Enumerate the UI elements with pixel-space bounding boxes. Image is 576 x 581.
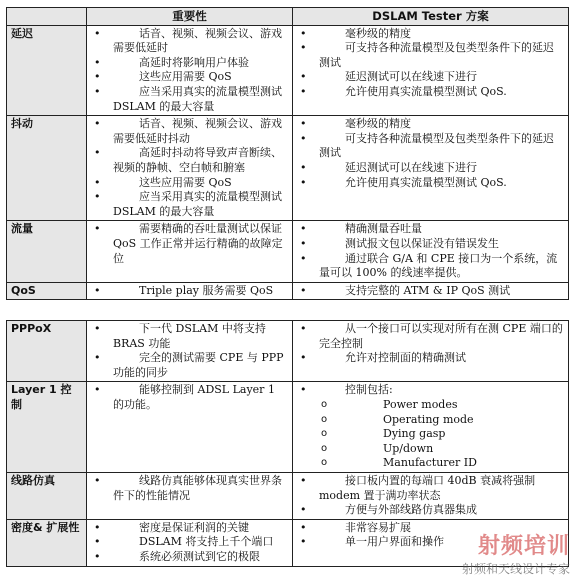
solution-cell [293, 116, 569, 221]
header-solution: DSLAM Tester 方案 [293, 8, 569, 26]
watermark-main: 射频培训 [477, 534, 570, 559]
watermark [462, 529, 570, 577]
row-label-latency: 延迟 [7, 25, 87, 116]
list-item: • 高延时将影响用户体验 [91, 56, 288, 71]
list-item: • 这些应用需要 QoS [91, 176, 288, 191]
solution-cell [293, 282, 569, 300]
requirements-table-1 [6, 7, 569, 300]
list-item: • 毫秒级的精度 [297, 117, 564, 132]
header-importance: 重要性 [87, 8, 293, 26]
list-item: • 延迟测试可以在线速下进行 [297, 161, 564, 176]
table-row [7, 321, 569, 382]
row-label-pppox: PPPoX [7, 321, 87, 382]
importance-cell [87, 25, 293, 116]
list-item: • 单一用户界面和操作 [297, 535, 564, 550]
table-row [7, 382, 569, 473]
list-item: • 毫秒级的精度 [297, 27, 564, 42]
table-header-row [7, 8, 569, 26]
table-row [7, 221, 569, 282]
row-label-traffic: 流量 [7, 221, 87, 282]
sub-list-item: o Up/down [297, 442, 564, 457]
solution-cell [293, 382, 569, 473]
list-item: • 应当采用真实的流量模型测试 DSLAM 的最大容量 [91, 190, 288, 219]
list-item: • 精确测量吞吐量 [297, 222, 564, 237]
importance-cell [87, 116, 293, 221]
solution-cell [293, 221, 569, 282]
row-label-jitter: 抖动 [7, 116, 87, 221]
solution-cell [293, 472, 569, 519]
list-item: • 支持完整的 ATM & IP QoS 测试 [297, 284, 564, 299]
sub-list-item: o Dying gasp [297, 427, 564, 442]
list-item: • 这些应用需要 QoS [91, 70, 288, 85]
list-item: • 非常容易扩展 [297, 521, 564, 536]
importance-cell [87, 282, 293, 300]
list-item: • 通过联合 G/A 和 CPE 接口为一个系统，流量可以 100% 的线速率提供。 [297, 252, 564, 281]
list-item: • 需要精确的吞吐量测试以保证 QoS 工作正常并运行精确的故障定位 [91, 222, 288, 266]
list-item: • 允许使用真实流量模型测试 QoS. [297, 85, 564, 100]
sub-list-item: o Manufacturer ID [297, 456, 564, 471]
row-label-density: 密度& 扩展性 [7, 519, 87, 566]
list-item: • 能够控制到 ADSL Layer 1 的功能。 [91, 383, 288, 412]
list-item: • 可支持各种流量模型及包类型条件下的延迟测试 [297, 132, 564, 161]
sub-list-item: o Operating mode [297, 413, 564, 428]
importance-cell [87, 519, 293, 566]
table-row [7, 116, 569, 221]
watermark-sub: 射频和天线设计专家 [461, 562, 570, 576]
sub-list-item: o Power modes [297, 398, 564, 413]
importance-cell [87, 221, 293, 282]
list-item: • DSLAM 将支持上千个端口 [91, 535, 288, 550]
list-item: • 测试报文包以保证没有错误发生 [297, 237, 564, 252]
table-row [7, 472, 569, 519]
list-item: • 话音、视频、视频会议、游戏需要低延时抖动 [91, 117, 288, 146]
row-label-qos: QoS [7, 282, 87, 300]
list-item: • 从一个接口可以实现对所有在测 CPE 端口的完全控制 [297, 322, 564, 351]
importance-cell [87, 472, 293, 519]
row-label-line-emulation: 线路仿真 [7, 472, 87, 519]
header-blank [7, 8, 87, 26]
list-item: • 密度是保证利润的关键 [91, 521, 288, 536]
list-item: • 高延时抖动将导致声音断续、视频的静帧、空白帧和腑塞 [91, 146, 288, 175]
solution-cell [293, 321, 569, 382]
list-item: • 接口板内置的每端口 40dB 衰减将强制 modem 置于满功率状态 [297, 474, 564, 503]
row-label-layer1: Layer 1 控制 [7, 382, 87, 473]
list-item: • 控制包括: [297, 383, 564, 398]
list-item: • 话音、视频、视频会议、游戏需要低延时 [91, 27, 288, 56]
list-item: • 允许对控制面的精确测试 [297, 351, 564, 366]
list-item: • Triple play 服务需要 QoS [91, 284, 288, 299]
list-item: • 应当采用真实的流量模型测试 DSLAM 的最大容量 [91, 85, 288, 114]
list-item: • 下一代 DSLAM 中将支持 BRAS 功能 [91, 322, 288, 351]
list-item: • 完全的测试需要 CPE 与 PPP 功能的同步 [91, 351, 288, 380]
solution-cell [293, 25, 569, 116]
list-item: • 可支持各种流量模型及包类型条件下的延迟测试 [297, 41, 564, 70]
list-item: • 延迟测试可以在线速下进行 [297, 70, 564, 85]
list-item: • 系统必须测试到它的极限 [91, 550, 288, 565]
table-row [7, 25, 569, 116]
table-row [7, 282, 569, 300]
importance-cell [87, 382, 293, 473]
list-item: • 线路仿真能够体现真实世界条件下的性能情况 [91, 474, 288, 503]
importance-cell [87, 321, 293, 382]
list-item: • 允许使用真实流量模型测试 QoS. [297, 176, 564, 191]
list-item: • 方便与外部线路仿真器集成 [297, 503, 564, 518]
sub-list [297, 398, 564, 471]
